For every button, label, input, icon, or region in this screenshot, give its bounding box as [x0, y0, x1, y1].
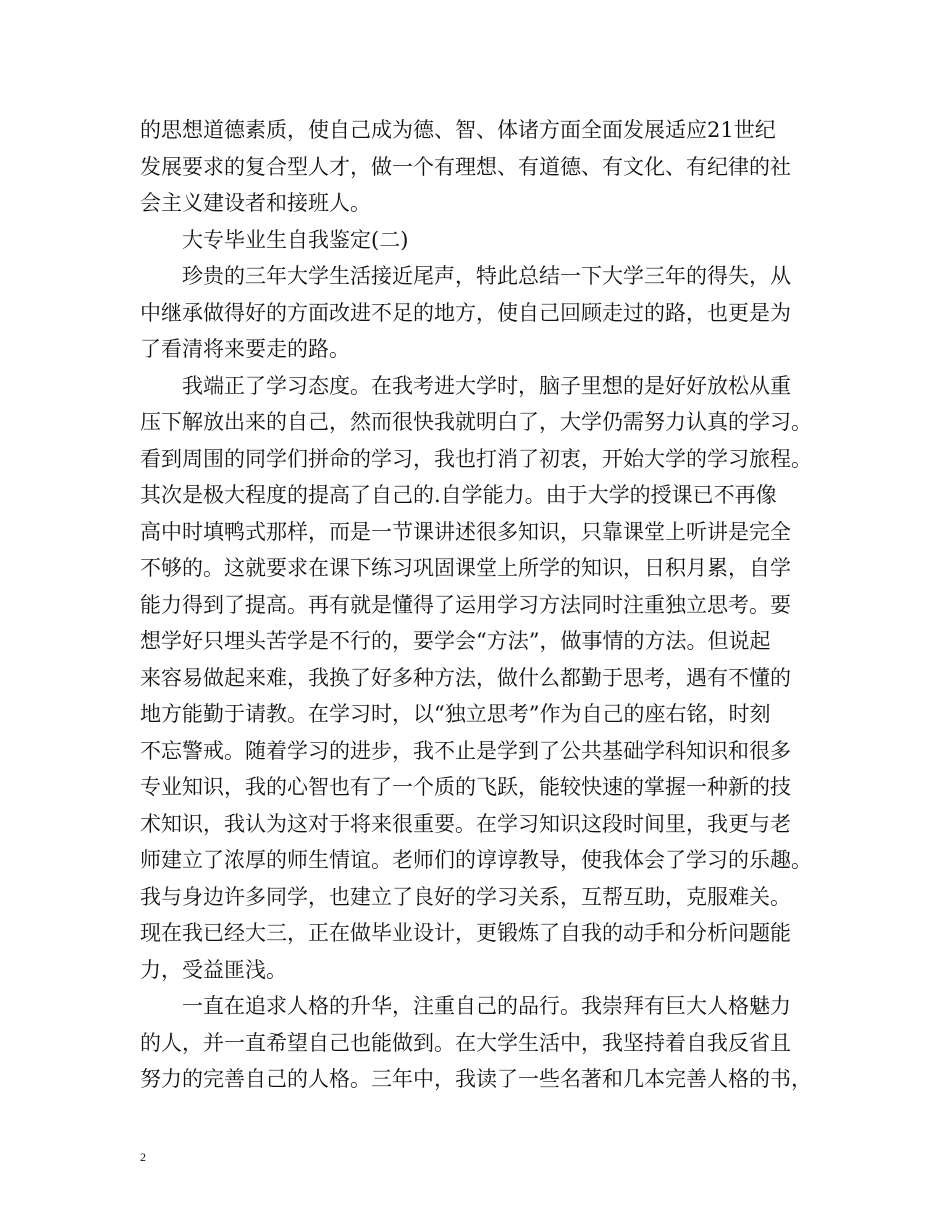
paragraph-start-line: 一直在追求人格的升华，注重自己的品行。我崇拜有巨大人格魅力: [182, 994, 791, 1018]
text-line: 其次是极大程度的提高了自己的.自学能力。由于大学的授课已不再像: [140, 483, 777, 507]
text-line: 我与身边许多同学，也建立了良好的学习关系，互帮互助，克服难关。: [140, 884, 791, 909]
text-line: 中继承做得好的方面改进不足的地方，使自己回顾走过的路，也更是为: [140, 300, 791, 325]
document-body: [140, 112, 812, 1098]
text-line: 看到周围的同学们拼命的学习，我也打消了初衷，开始大学的学习旅程。: [140, 446, 812, 471]
text-line: 压下解放出来的自己，然而很快我就明白了，大学仍需努力认真的学习。: [140, 410, 812, 434]
paragraph-start-line: 我端正了学习态度。在我考进大学时，脑子里想的是好好放松从重: [182, 373, 791, 398]
text-line: 力，受益匪浅。: [140, 957, 287, 982]
text-line: 师建立了浓厚的师生情谊。老师们的谆谆教导，使我体会了学习的乐趣。: [140, 848, 812, 872]
text-line: 想学好只埋头苦学是不行的，要学会“方法”，做事情的方法。但说起: [140, 629, 771, 653]
paragraph-start-line: 珍贵的三年大学生活接近尾声，特此总结一下大学三年的得失，从: [182, 264, 791, 288]
text-line: 会主义建设者和接班人。: [140, 191, 371, 215]
text-line: 发展要求的复合型人才，做一个有理想、有道德、有文化、有纪律的社: [140, 154, 791, 179]
text-line: 地方能勤于请教。在学习时，以“独立思考”作为自己的座右铭，时刻: [140, 702, 771, 726]
text-line: 努力的完善自己的人格。三年中，我读了一些名著和几本完善人格的书，: [140, 1067, 812, 1091]
text-line: 不够的。这就要求在课下练习巩固课堂上所学的知识，日积月累，自学: [140, 556, 791, 580]
text-line: 的思想道德素质，使自己成为德、智、体诸方面全面发展适应21世纪: [140, 118, 776, 142]
section-heading: 大专毕业生自我鉴定(二): [182, 227, 409, 252]
text-line: 来容易做起来难，我换了好多种方法，做什么都勤于思考，遇有不懂的: [140, 665, 791, 690]
text-line: 能力得到了提高。再有就是懂得了运用学习方法同时注重独立思考。要: [140, 592, 791, 617]
text-line: 现在我已经大三，正在做毕业设计，更锻炼了自我的动手和分析问题能: [140, 921, 791, 945]
text-line: 高中时填鸭式那样，而是一节课讲述很多知识，只靠课堂上听讲是完全: [140, 519, 791, 544]
text-line: 不忘警戒。随着学习的进步，我不止是学到了公共基础学科知识和很多: [140, 738, 791, 763]
text-line: 了看清将来要走的路。: [140, 337, 350, 361]
text-line: 专业知识，我的心智也有了一个质的飞跃，能较快速的掌握一种新的技: [140, 775, 791, 799]
page-number: 2: [140, 1150, 146, 1164]
text-line: 的人，并一直希望自己也能做到。在大学生活中，我坚持着自我反省且: [140, 1030, 791, 1055]
text-line: 术知识，我认为这对于将来很重要。在学习知识这段时间里，我更与老: [140, 811, 791, 836]
